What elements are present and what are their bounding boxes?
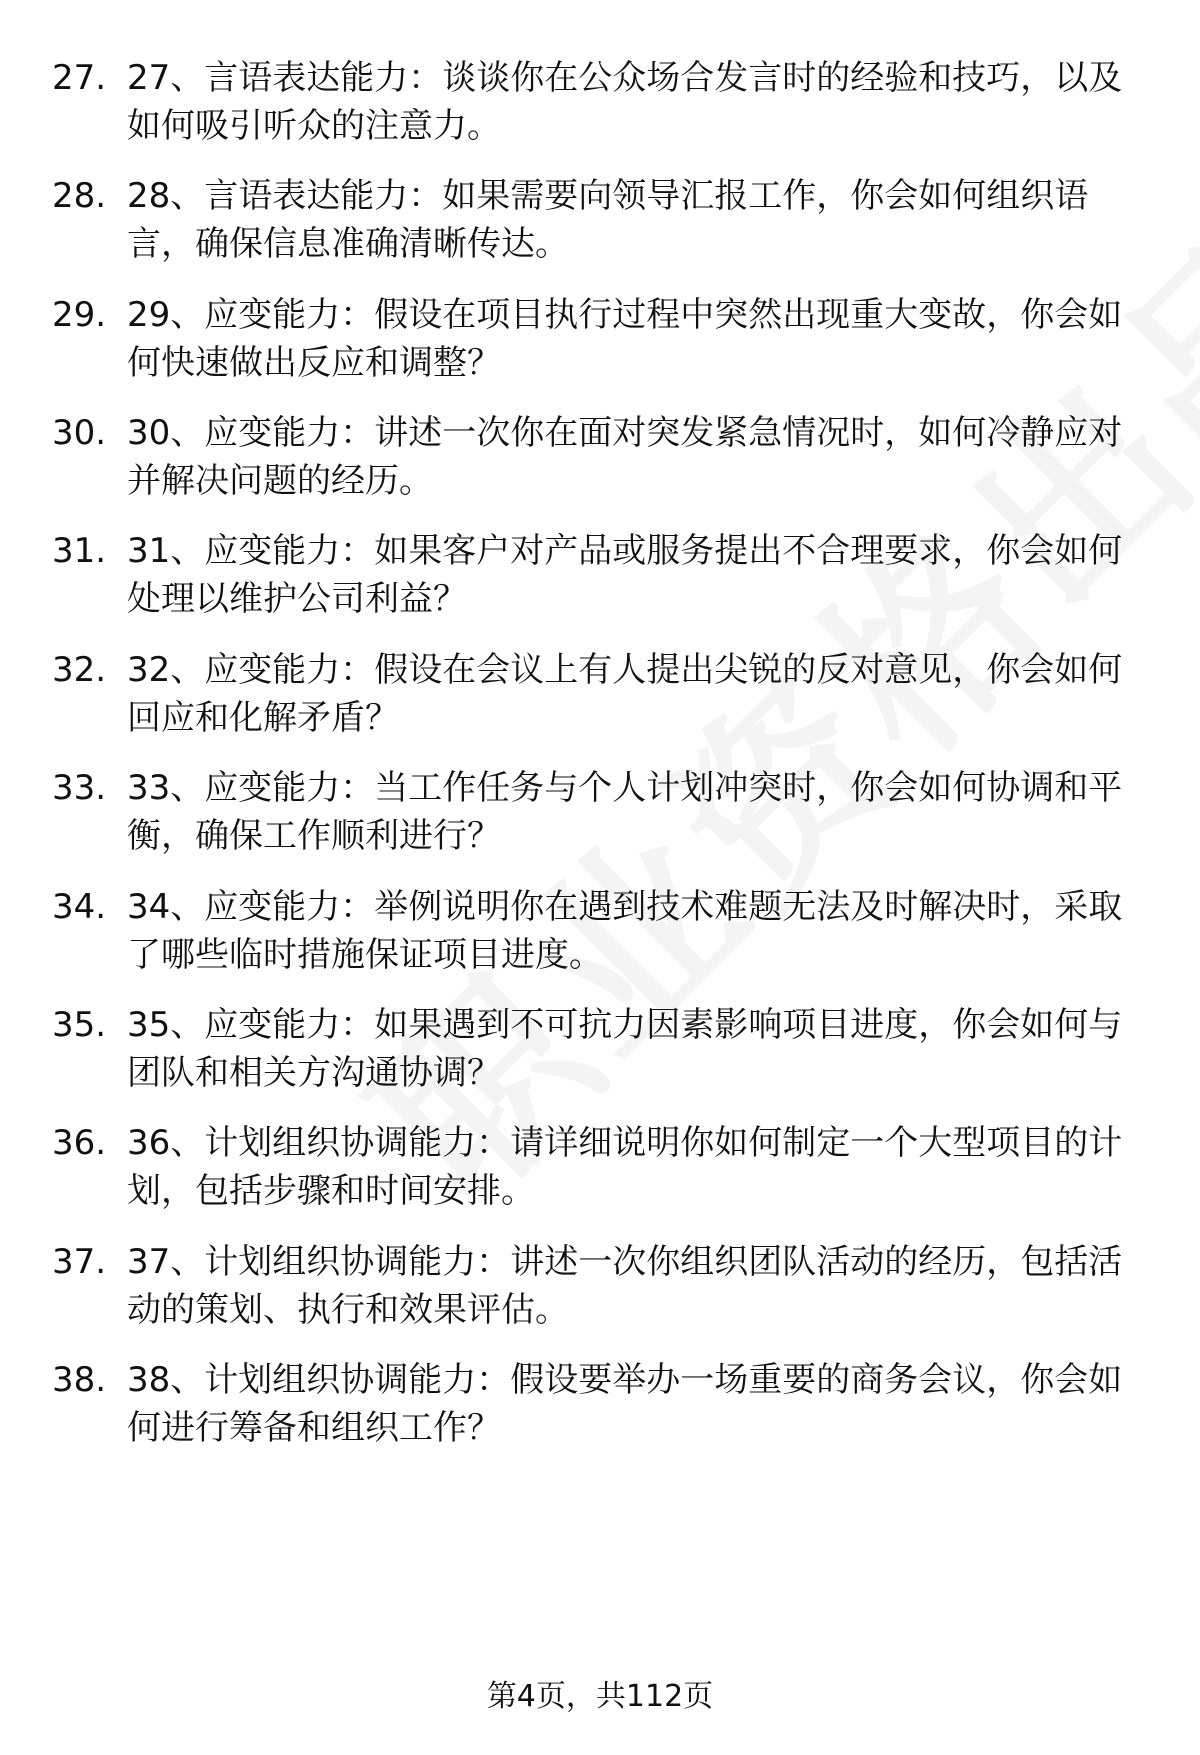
item-number: 32. bbox=[52, 650, 107, 690]
list-item bbox=[52, 1356, 1152, 1452]
item-text: 28、言语表达能力：如果需要向领导汇报工作，你会如何组织语言，确保信息准确清晰传达。 bbox=[127, 176, 1089, 264]
item-text: 33、应变能力：当工作任务与个人计划冲突时，你会如何协调和平衡，确保工作顺利进行？ bbox=[127, 768, 1123, 856]
item-number: 33. bbox=[52, 768, 107, 808]
item-text: 38、计划组织协调能力：假设要举办一场重要的商务会议，你会如何进行筹备和组织工作？ bbox=[127, 1360, 1123, 1448]
item-number: 29. bbox=[52, 295, 107, 335]
list-item bbox=[52, 1001, 1152, 1097]
item-number: 35. bbox=[52, 1005, 107, 1045]
list-item bbox=[52, 527, 1152, 623]
list-item bbox=[52, 291, 1152, 387]
item-number: 28. bbox=[52, 176, 107, 216]
item-text: 29、应变能力：假设在项目执行过程中突然出现重大变故，你会如何快速做出反应和调整？ bbox=[127, 295, 1123, 383]
item-number: 37. bbox=[52, 1242, 107, 1282]
list-item bbox=[52, 54, 1152, 150]
item-number: 27. bbox=[52, 58, 107, 98]
item-number: 36. bbox=[52, 1123, 107, 1163]
item-number: 34. bbox=[52, 887, 107, 927]
item-number: 38. bbox=[52, 1360, 107, 1400]
item-text: 31、应变能力：如果客户对产品或服务提出不合理要求，你会如何处理以维护公司利益？ bbox=[127, 531, 1123, 619]
list-item bbox=[52, 1119, 1152, 1215]
page-footer: 第4页，共112页 bbox=[486, 1679, 714, 1714]
list-item bbox=[52, 646, 1152, 742]
item-text: 27、言语表达能力：谈谈你在公众场合发言时的经验和技巧，以及如何吸引听众的注意力。 bbox=[127, 58, 1123, 146]
item-number: 31. bbox=[52, 531, 107, 571]
item-text: 37、计划组织协调能力：讲述一次你组织团队活动的经历，包括活动的策划、执行和效果评估。 bbox=[127, 1242, 1123, 1330]
list-item bbox=[52, 172, 1152, 268]
item-text: 34、应变能力：举例说明你在遇到技术难题无法及时解决时，采取了哪些临时措施保证项目进度。 bbox=[127, 887, 1123, 975]
item-text: 30、应变能力：讲述一次你在面对突发紧急情况时，如何冷静应对并解决问题的经历。 bbox=[127, 413, 1123, 501]
list-item bbox=[52, 764, 1152, 860]
list-item bbox=[52, 409, 1152, 505]
item-number: 30. bbox=[52, 413, 107, 453]
item-text: 36、计划组织协调能力：请详细说明你如何制定一个大型项目的计划，包括步骤和时间安排。 bbox=[127, 1123, 1123, 1211]
item-text: 35、应变能力：如果遇到不可抗力因素影响项目进度，你会如何与团队和相关方沟通协调？ bbox=[127, 1005, 1123, 1093]
item-text: 32、应变能力：假设在会议上有人提出尖锐的反对意见，你会如何回应和化解矛盾？ bbox=[127, 650, 1123, 738]
list-item bbox=[52, 1238, 1152, 1334]
list-item bbox=[52, 883, 1152, 979]
